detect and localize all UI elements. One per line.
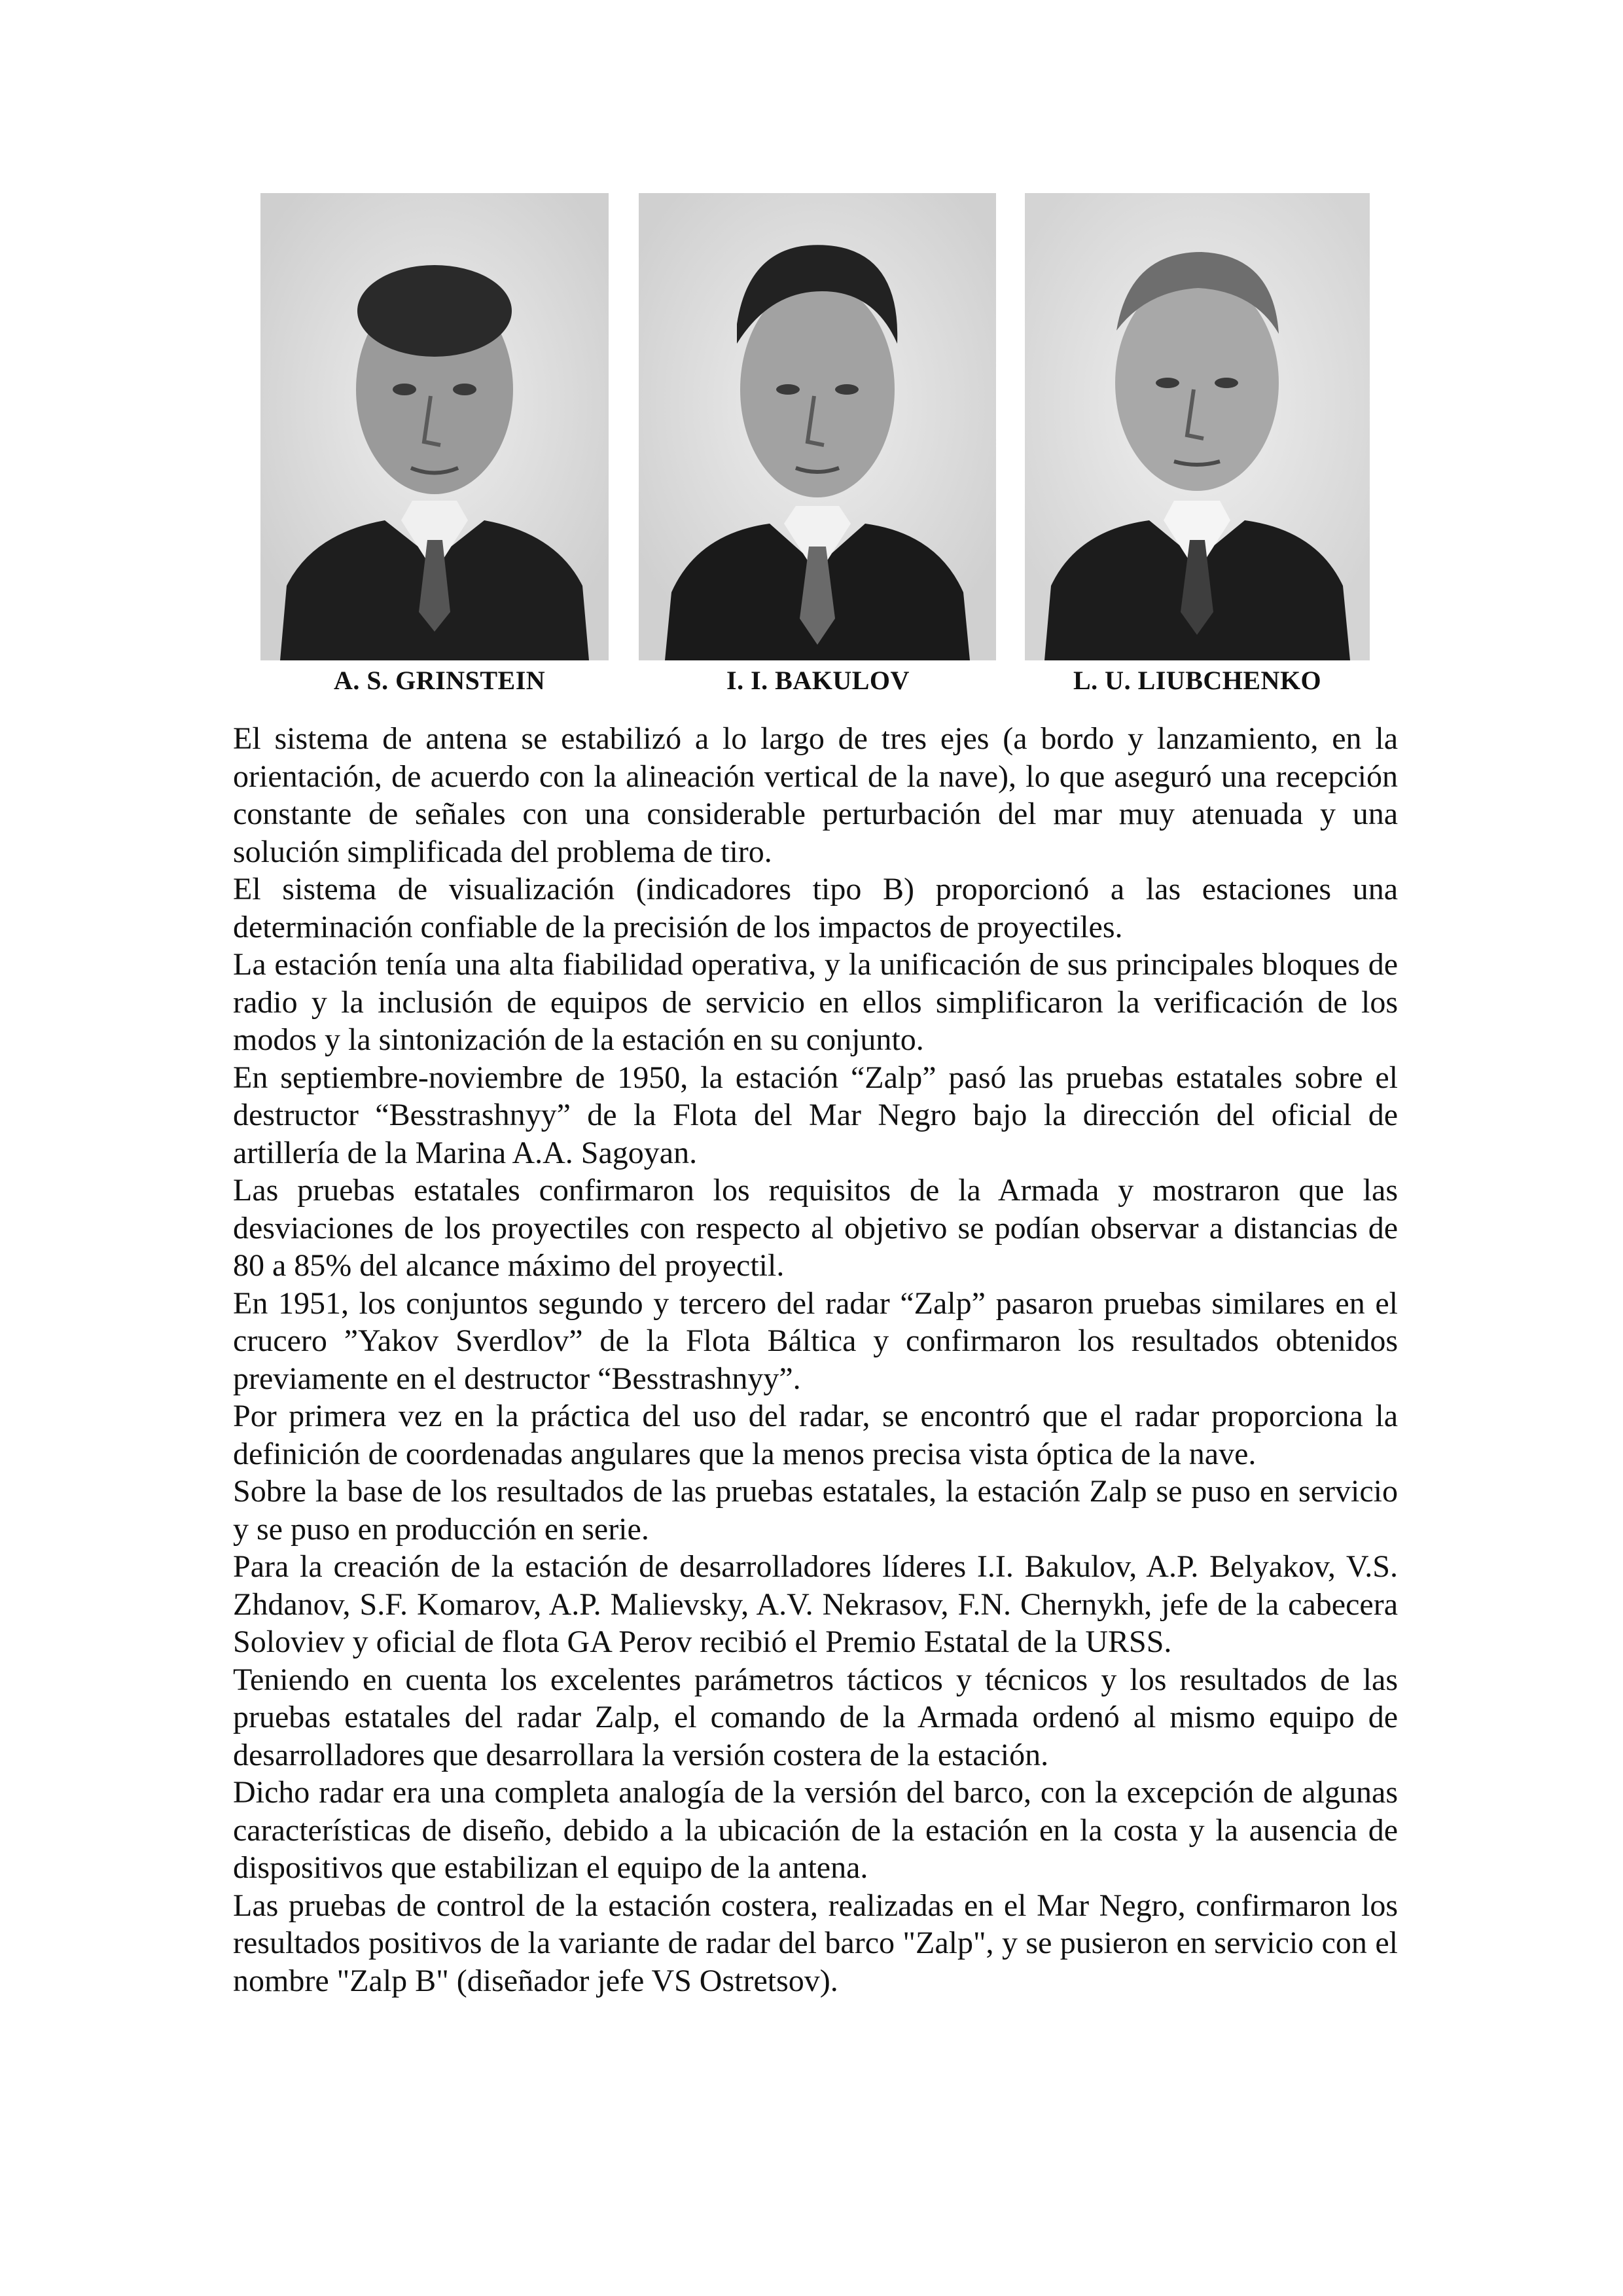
caption-bakulov: I. I. BAKULOV <box>726 666 910 695</box>
paragraph: En 1951, los conjuntos segundo y tercero del radar “Zalp” pasaron pruebas similares en el crucero ”Yakov Sverdlov” de la Flota Báltica y confirmaron los resultados obtenidos previamente en el destructor “Besstrashnyy”. <box>233 1285 1398 1396</box>
paragraph: La estación tenía una alta fiabilidad operativa, y la unificación de sus principales bloques de radio y la inclusión de equipos de servicio en ellos simplificaron la verificación de los modos y la sintonización de la estación en su conjunto. <box>233 947 1398 1057</box>
portrait-bakulov <box>639 193 996 660</box>
caption-liubchenko: L. U. LIUBCHENKO <box>1073 666 1322 695</box>
portrait-photo-icon <box>260 193 609 660</box>
paragraph: Las pruebas de control de la estación costera, realizadas en el Mar Negro, confirmaron los resultados positivos de la variante de radar del barco "Zalp", y se pusieron en servicio con el nombre "Zalp B" (diseñador jefe VS Ostretsov). <box>233 1888 1398 1998</box>
portrait-liubchenko <box>1025 193 1370 660</box>
paragraph: El sistema de antena se estabilizó a lo largo de tres ejes (a bordo y lanzamiento, en la orientación, de acuerdo con la alineación vertical de la nave), lo que aseguró una recepción constante de señales con una considerable perturbación del mar muy atenuada y una solución simplificada del problema de tiro. <box>233 721 1398 869</box>
paragraph: Sobre la base de los resultados de las pruebas estatales, la estación Zalp se puso en servicio y se puso en producción en serie. <box>233 1474 1398 1547</box>
paragraph: En septiembre-noviembre de 1950, la estación “Zalp” pasó las pruebas estatales sobre el destructor “Besstrashnyy” de la Flota del Mar Negro bajo la dirección del oficial de artillería de la Marina A.A. Sagoyan. <box>233 1060 1398 1170</box>
paragraph: Dicho radar era una completa analogía de la versión del barco, con la excepción de algunas características de diseño, debido a la ubicación de la estación en la costa y la ausencia de dispositivos que estabilizan el equipo de la antena. <box>233 1775 1398 1885</box>
body-text <box>233 720 1398 2000</box>
paragraph: Por primera vez en la práctica del uso del radar, se encontró que el radar proporciona la definición de coordenadas angulares que la menos precisa vista óptica de la nave. <box>233 1399 1398 1471</box>
paragraph: El sistema de visualización (indicadores tipo B) proporcionó a las estaciones una determinación confiable de la precisión de los impactos de proyectiles. <box>233 872 1398 944</box>
portrait-photo-icon <box>1025 193 1370 660</box>
portrait-grinstein <box>260 193 609 660</box>
portrait-photo-icon <box>639 193 996 660</box>
caption-grinstein: A. S. GRINSTEIN <box>334 666 546 695</box>
paragraph: Teniendo en cuenta los excelentes parámetros tácticos y técnicos y los resultados de las pruebas estatales del radar Zalp, el comando de la Armada ordenó al mismo equipo de desarrolladores que desarrollara la versión costera de la estación. <box>233 1662 1398 1772</box>
paragraph: Las pruebas estatales confirmaron los requisitos de la Armada y mostraron que las desviaciones de los proyectiles con respecto al objetivo se podían observar a distancias de 80 a 85% del alcance máximo del proyectil. <box>233 1173 1398 1283</box>
paragraph: Para la creación de la estación de desarrolladores líderes I.I. Bakulov, A.P. Belyakov, V.S. Zhdanov, S.F. Komarov, A.P. Malievsky, A.V. Nekrasov, F.N. Chernykh, jefe de la cabecera Soloviev y oficial de flota GA Perov recibió el Premio Estatal de la URSS. <box>233 1549 1398 1659</box>
